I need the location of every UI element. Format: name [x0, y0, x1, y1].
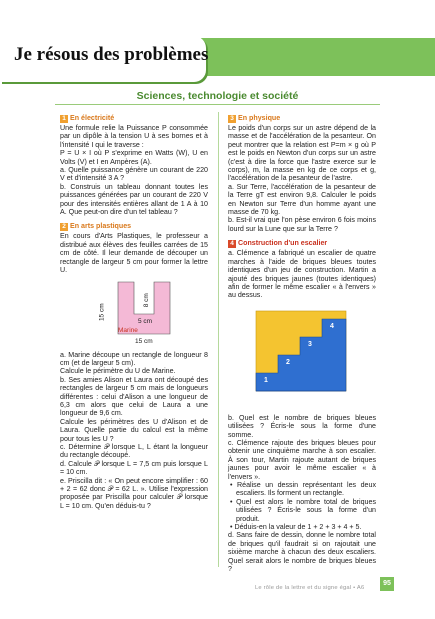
exercise-title: Construction d'un escalier: [238, 239, 328, 248]
u-letter-svg: [60, 278, 208, 348]
step-label-4: 4: [330, 322, 334, 330]
exercise-title: En électricité: [70, 114, 115, 122]
exercise-number: 3: [228, 115, 236, 123]
right-column: [228, 112, 376, 573]
section-divider: [55, 104, 380, 105]
ex2-intro: En cours d'Arts Plastiques, le professeur a distribué aux élèves des feuilles carrées de 15 cm de côté. Il leur demande de découper un rectangle de largeur 5 cm pour former la lettre U.: [60, 232, 208, 275]
ex4-question-d: d. Sans faire de dessin, donne le nombre total de briques qu'il faudrait si on rajoutait une sixième marche à chacun des deux escaliers. Quel serait alors le nombre de briques bleues ?: [228, 531, 376, 574]
footer-text: Le rôle de la lettre et du signe égal • A6: [255, 585, 365, 591]
exercise-number: 2: [60, 223, 68, 231]
u-letter-figure: [60, 278, 208, 348]
section-title: Sciences, technologie et société: [136, 90, 299, 102]
left-column: [60, 112, 208, 510]
u-name-label: Marine: [118, 326, 138, 334]
ex3-intro: Le poids d'un corps sur un astre dépend de la masse et de l'accélération de la pesanteur. On peut montrer que la relation est P=m × g où P est le poids en Newton d'un corps sur un astre (c'est à dire la force que l'astre exerce sur le corps), m, la masse en kg de ce corps et g, l'accélération de la pesanteur de l'astre.: [228, 124, 376, 183]
ex2-question-d: d. Calcule 𝒫 lorsque L = 7,5 cm puis lorsque L = 10 cm.: [60, 459, 208, 477]
exercise-2-heading: [60, 222, 208, 231]
u-inner-dimension: 8 cm: [142, 292, 150, 307]
ex1-question-b: b. Construis un tableau donnant toutes les puissances générées par un courant de 220 V pour des intensités entières allant de 1 A à 10 A. Que peut-on dire d'un tel tableau ?: [60, 182, 208, 217]
ex2-question-c: c. Détermine 𝒫 lorsque L, L étant la longueur du rectangle découpé.: [60, 442, 208, 460]
ex4-bullet-3: • Déduis-en la valeur de 1 + 2 + 3 + 4 + 5.: [230, 523, 362, 531]
ex1-intro: Une formule relie la Puissance P consommée par un dipôle à la tension U à ses bornes et à l'intensité I qui le traverse :: [60, 124, 208, 149]
ex4-bullet-1: • Réalise un dessin représentant les deux escaliers. Ils forment un rectangle.: [230, 480, 376, 498]
ex2-question-b: b. Ses amies Alison et Laura ont découpé des rectangles de largeur 5 cm mais de longueurs différentes : celui d'Alison a une longueur de 6,3 cm alors que celui de Laura a une longueur de 9,6 cm.: [60, 375, 208, 418]
ex4-question-c: c. Clémence rajoute des briques bleues pour obtenir une cinquième marche à son escalier. À son tour, Martin rajoute autant de briques jaunes pour avoir le même escalier « à l'envers ».: [228, 438, 376, 481]
exercise-1-heading: [60, 114, 208, 123]
page-title: Je résous des problèmes: [14, 44, 209, 65]
ex4-question-a: a. Clémence a fabriqué un escalier de quatre marches à l'aide de briques bleues toutes identiques d'un jeu de construction. Martin a ajouté des briques jaunes (toutes identiques) afin de former le même escalier « à l'envers » au dessus.: [228, 249, 376, 300]
ex1-formula: P = U × I où P s'exprime en Watts (W), U en Volts (V) et I en Ampères (A).: [60, 149, 208, 166]
page-number: 95: [380, 577, 394, 591]
ex3-question-b: b. Est-il vrai que l'on pèse environ 6 fois moins lourd sur la Lune que sur la Terre ?: [228, 216, 376, 233]
staircase-svg: [228, 303, 376, 411]
u-bottom-dimension: 15 cm: [135, 337, 153, 345]
u-gap-dimension: 5 cm: [138, 317, 153, 325]
ex4-question-b: b. Quel est le nombre de briques bleues utilisées ? Écris-le sous la forme d'une somme.: [228, 413, 376, 439]
exercise-title: En arts plastiques: [70, 222, 132, 231]
ex2-question-e: e. Priscilla dit : « On peut encore simplifier : 60 + 2 = 62 donc 𝒫 = 62 L. ». Utilise l'expression proposée par Priscilla pour calculer 𝒫 lorsque L = 10 cm. Qu'en déduis-tu ?: [60, 476, 208, 510]
step-label-3: 3: [308, 340, 312, 348]
exercise-title: En physique: [238, 114, 281, 122]
ex2-question-a: a. Marine découpe un rectangle de longueur 8 cm (et de largeur 5 cm).: [60, 350, 208, 367]
staircase-figure: [228, 303, 376, 411]
ex2-question-b2: Calcule les périmètres des U d'Alison et de Laura. Quelle partie du calcul est la même pour tous les U ?: [60, 417, 208, 443]
column-divider: [218, 112, 219, 567]
ex1-question-a: a. Quelle puissance génère un courant de 220 V et d'intensité 3 A ?: [60, 166, 208, 183]
ex2-question-a2: Calcule le périmètre du U de Marine.: [60, 367, 176, 376]
ex3-question-a: a. Sur Terre, l'accélération de la pesanteur de la Terre gT est environ 9,8. Calculer le poids en Newton sur Terre d'un homme ayant une masse de 70 kg.: [228, 182, 376, 217]
exercise-number: 4: [228, 240, 236, 248]
exercise-3-heading: [228, 114, 376, 123]
u-left-dimension: 15 cm: [98, 302, 106, 321]
step-label-2: 2: [286, 358, 290, 366]
exercise-4-heading: [228, 239, 376, 248]
step-label-1: 1: [264, 376, 268, 384]
ex4-bullet-2: • Quel est alors le nombre total de briques utilisées ? Écris-le sous la forme d'un produit.: [230, 497, 376, 523]
exercise-number: 1: [60, 115, 68, 123]
